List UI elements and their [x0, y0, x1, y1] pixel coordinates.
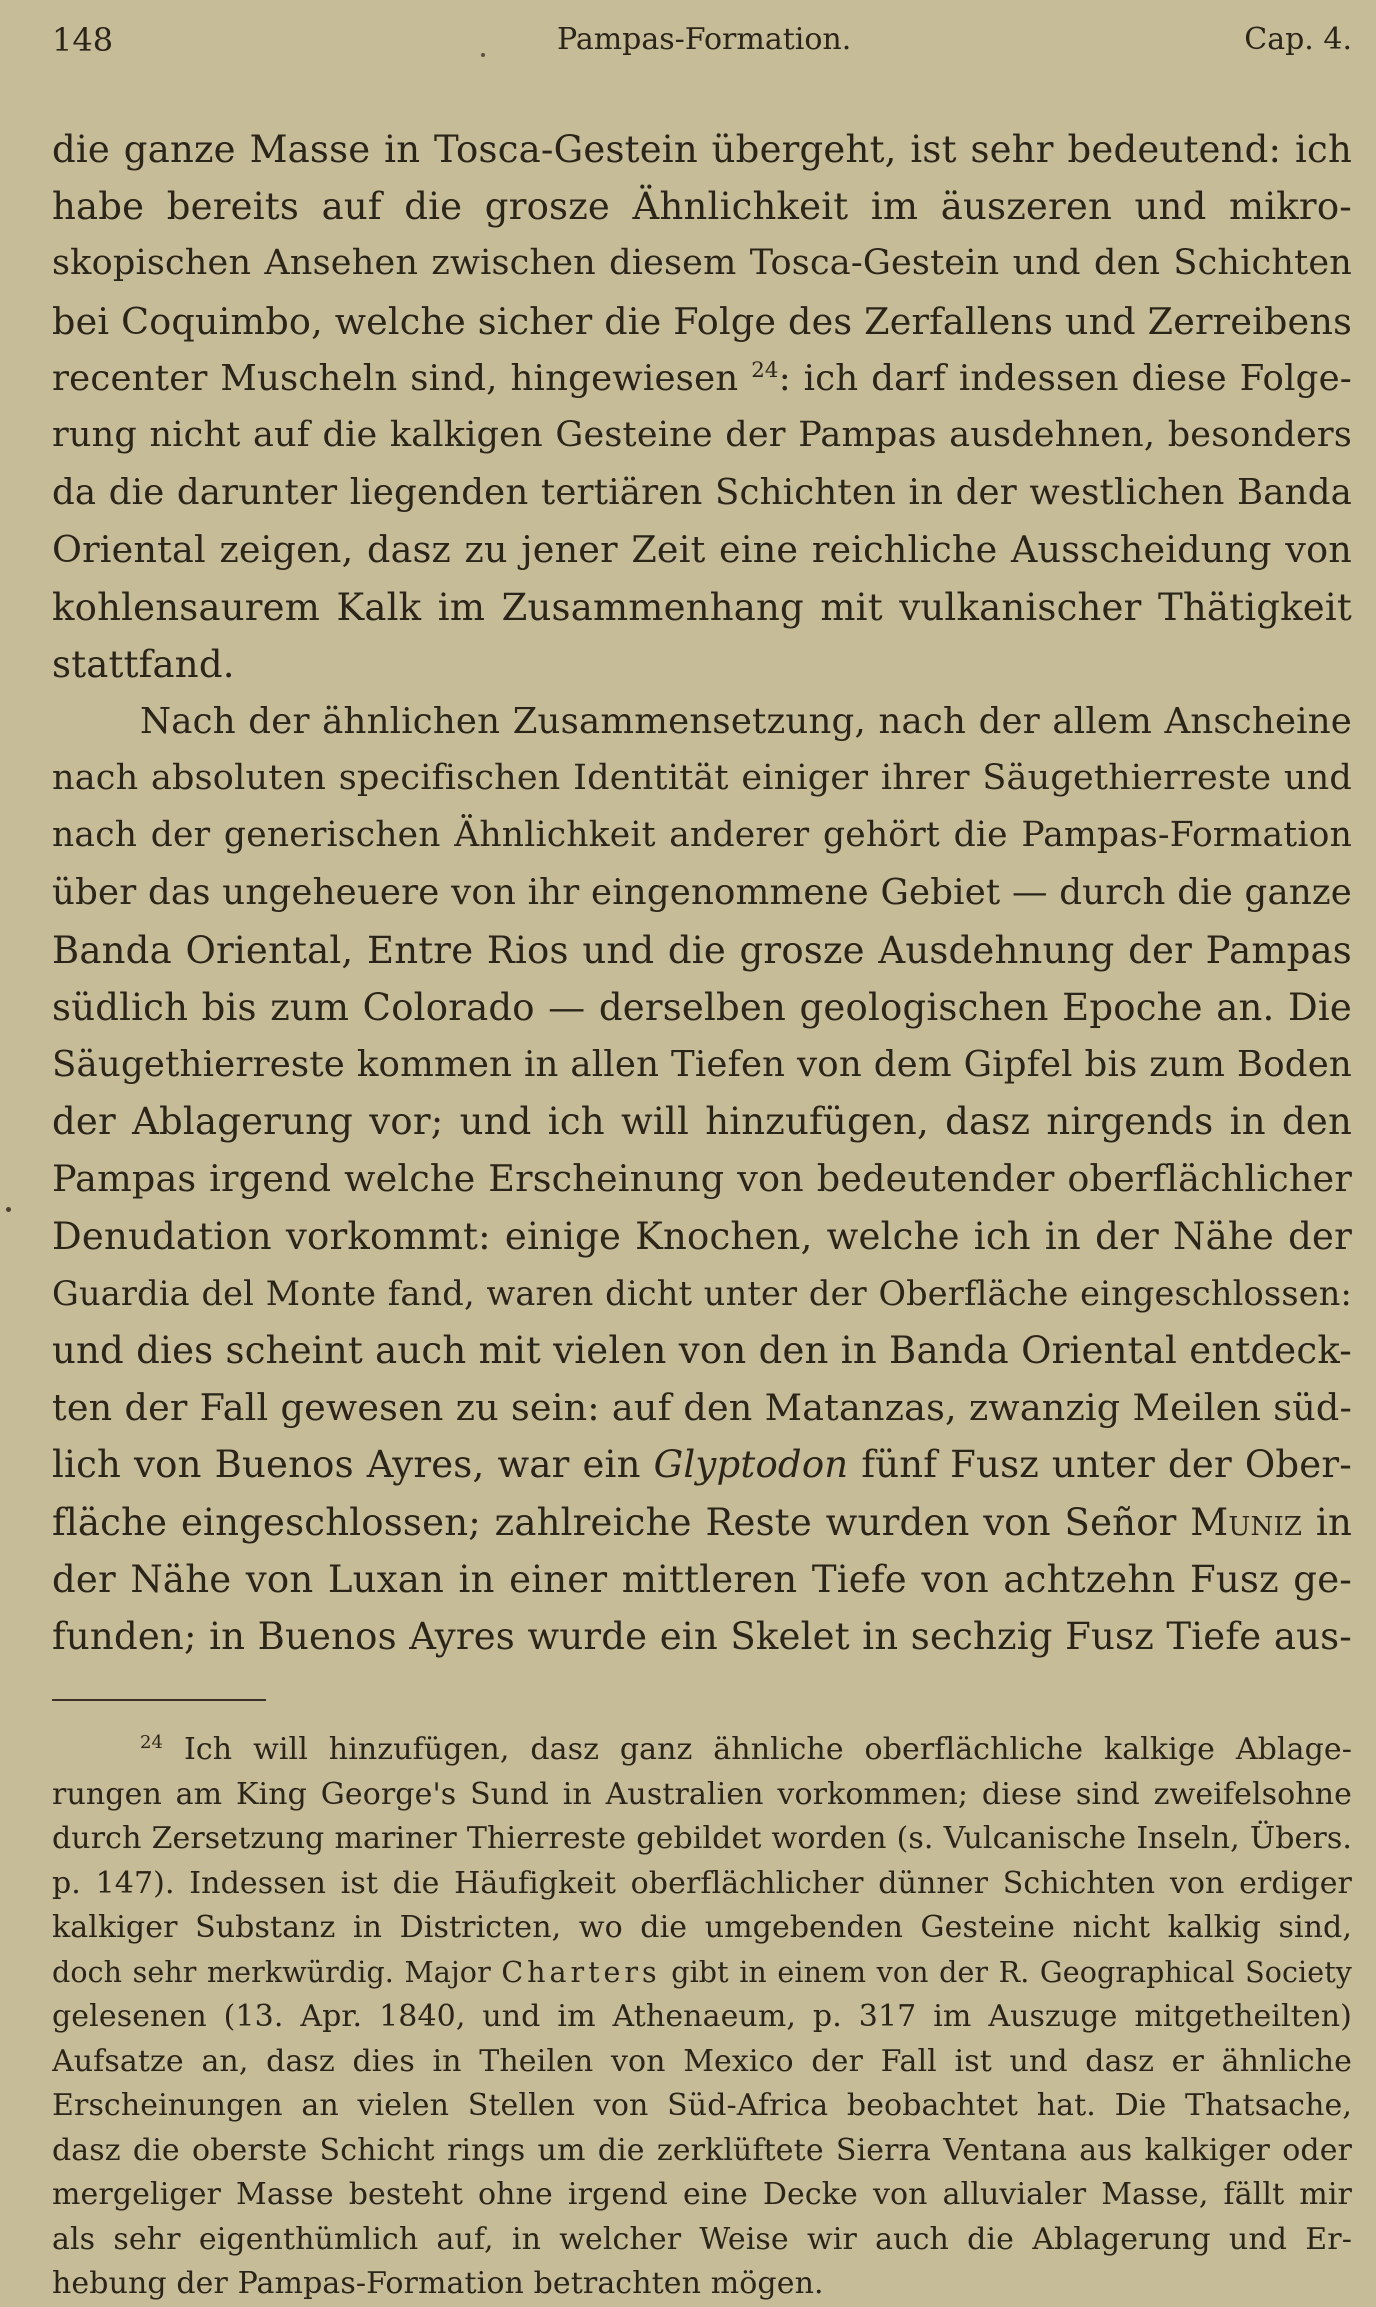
running-title: Pampas-Formation. [557, 22, 852, 57]
footnote-line: durch Zersetzung mariner Thierreste gebildet worden (s. Vulcanische Inseln, Übers. [52, 1821, 1352, 1857]
text-line: Pampas irgend welche Erscheinung von bedeutender oberflächlicher [52, 1157, 1352, 1201]
footnote-line: gelesenen (13. Apr. 1840, und im Athenaeum, p. 317 im Auszuge mitgetheilten) [52, 1999, 1352, 2035]
footnote [52, 1728, 1352, 2307]
text-line: und dies scheint auch mit vielen von den in Banda Oriental entdeck- [52, 1328, 1352, 1372]
text-segment: : ich darf indessen diese Folge- [778, 357, 1352, 399]
text-line: Guardia del Monte fand, waren dicht unter der Oberfläche eingeschlossen: [52, 1273, 1352, 1313]
footnote-separator [52, 1699, 266, 1701]
text-line [52, 1436, 1352, 1493]
text-line: stattfand. [52, 642, 235, 686]
text-line: kohlensaurem Kalk im Zusammenhang mit vulkanischer Thätigkeit [52, 585, 1352, 629]
footnote-marker: 24 [140, 1732, 164, 1754]
footnote-line: als sehr eigenthümlich auf, in welcher Weise wir auch die Ablagerung und Er- [52, 2221, 1352, 2257]
text-segment: Ich will hinzufügen, dasz ganz ähnliche oberflächliche kalkige Ablage- [183, 1732, 1352, 1768]
person-name: Charters [501, 1955, 661, 1989]
footnote-line: Aufsatze an, dasz dies in Theilen von Mexico der Fall ist und dasz er ähnliche [52, 2043, 1352, 2079]
text-line: Denudation vorkommt: einige Knochen, welche ich in der Nähe der [52, 1214, 1352, 1258]
text-line: bei Coquimbo, welche sicher die Folge des Zerfallens und Zerreibens [52, 299, 1352, 343]
text-line: der Ablagerung vor; und ich will hinzufügen, dasz nirgends in den [52, 1100, 1352, 1144]
text-segment: fünf Fusz unter der Ober- [861, 1443, 1352, 1487]
text-line [52, 1494, 1352, 1551]
person-name: Muniz [1190, 1500, 1303, 1544]
text-line: nach absoluten specifischen Identität einiger ihrer Säugethierreste und [52, 758, 1352, 799]
text-line: skopischen Ansehen zwischen diesem Tosca-Gestein und den Schichten [52, 243, 1352, 284]
page-header [52, 16, 1352, 74]
text-line: Nach der ähnlichen Zusammensetzung, nach der allem Anscheine [140, 700, 1352, 742]
text-line: da die darunter liegenden tertiären Schichten in der westlichen Banda [52, 472, 1352, 514]
text-segment: lich von Buenos Ayres, war ein [52, 1443, 641, 1487]
text-segment: fläche eingeschlossen; zahlreiche Reste wurden von Señor [52, 1500, 1177, 1544]
footnote-line: Erscheinungen an vielen Stellen von Süd-Africa beobachtet hat. Die Thatsache, [52, 2088, 1352, 2124]
margin-speck [6, 1207, 11, 1212]
footnote-line: p. 147). Indessen ist die Häufigkeit oberflächlicher dünner Schichten von erdiger [52, 1865, 1352, 1901]
page-number: 148 [52, 21, 114, 59]
text-line: nach der generischen Ähnlichkeit anderer gehört die Pampas-Formation [52, 815, 1352, 856]
footnote-line: mergeliger Masse besteht ohne irgend eine Decke von alluvialer Masse, fällt mir [52, 2177, 1352, 2213]
text-line: ten der Fall gewesen zu sein: auf den Matanzas, zwanzig Meilen süd- [52, 1386, 1352, 1430]
text-line: die ganze Masse in Tosca-Gestein übergeht, ist sehr bedeutend: ich [52, 128, 1352, 171]
text-line: Banda Oriental, Entre Rios und die grosze Ausdehnung der Pampas [52, 928, 1352, 972]
footnote-line: hebung der Pampas-Formation betrachten mögen. [52, 2266, 824, 2302]
text-segment: recenter Muscheln sind, hingewiesen [52, 357, 739, 399]
footnote-line [52, 1728, 1352, 1773]
text-line: rung nicht auf die kalkigen Gesteine der Pampas ausdehnen, besonders [52, 414, 1352, 455]
text-line: über das ungeheuere von ihr eingenommene Gebiet — durch die ganze [52, 872, 1352, 914]
text-segment: gibt in einem von der R. Geographical Society [671, 1955, 1352, 1989]
header-speck [481, 53, 485, 57]
text-segment: doch sehr merkwürdig. Major [52, 1955, 491, 1989]
text-line [52, 350, 1352, 407]
text-line: habe bereits auf die grosze Ähnlichkeit im äuszeren und mikro- [52, 185, 1352, 229]
text-line: südlich bis zum Colorado — derselben geologischen Epoche an. Die [52, 985, 1352, 1029]
footnote-reference[interactable]: 24 [751, 357, 779, 383]
text-line: Oriental zeigen, dasz zu jener Zeit eine reichliche Ausscheidung von [52, 528, 1352, 572]
footnote-line: kalkiger Substanz in Districten, wo die umgebenden Gesteine nicht kalkig sind, [52, 1910, 1352, 1946]
body-text [52, 121, 1352, 1665]
text-line: funden; in Buenos Ayres wurde ein Skelet in sechzig Fusz Tiefe aus- [52, 1614, 1352, 1658]
text-line: Säugethierreste kommen in allen Tiefen von dem Gipfel bis zum Boden [52, 1044, 1352, 1085]
footnote-line: rungen am King George's Sund in Australien vorkommen; diese sind zweifelsohne [52, 1776, 1352, 1812]
book-page [52, 16, 1352, 2307]
taxon-name: Glyptodon [653, 1443, 849, 1487]
chapter-reference: Cap. 4. [1244, 22, 1352, 57]
footnote-line [52, 1951, 1352, 1996]
text-line: der Nähe von Luxan in einer mittleren Tiefe von achtzehn Fusz ge- [52, 1557, 1352, 1601]
text-segment: in [1315, 1500, 1352, 1544]
footnote-line: dasz die oberste Schicht rings um die zerklüftete Sierra Ventana aus kalkiger oder [52, 2132, 1352, 2168]
